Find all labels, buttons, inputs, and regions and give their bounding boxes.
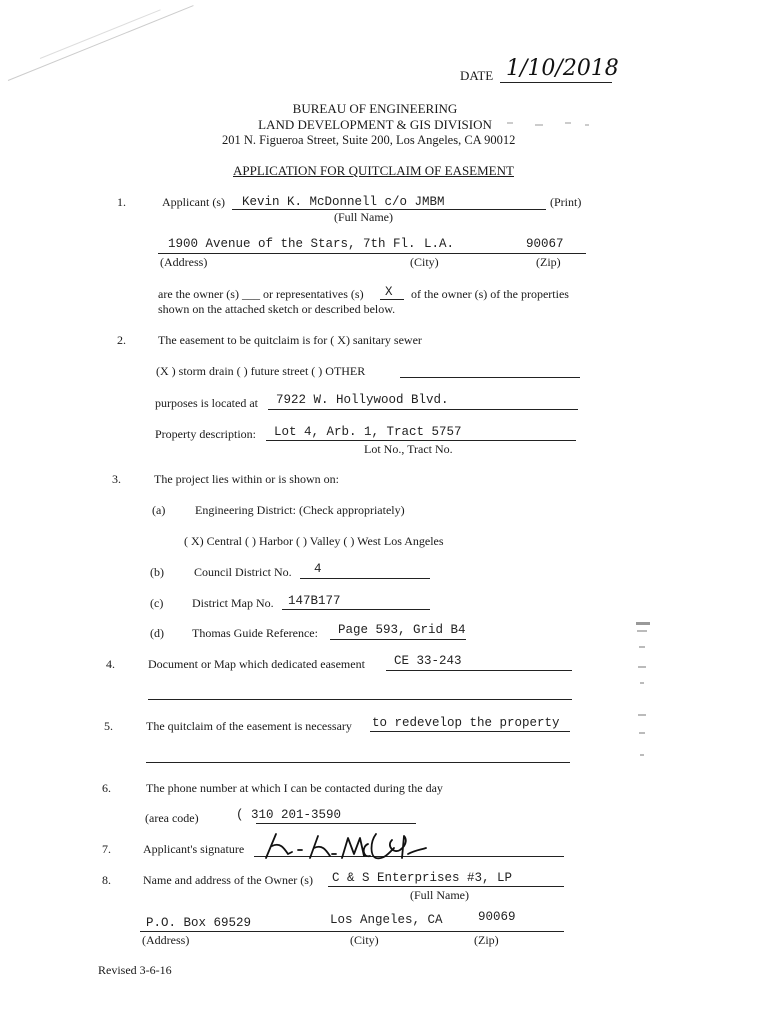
applicant-name-value: Kevin K. McDonnell c/o JMBM	[242, 195, 445, 209]
section-2-number: 2.	[117, 333, 126, 347]
owner-city-caption: (City)	[350, 933, 379, 947]
dedicated-easement-value: CE 33-243	[394, 654, 462, 668]
section-4-number: 4.	[106, 657, 115, 671]
city-caption: (City)	[410, 255, 439, 269]
item-d-label: (d)	[150, 626, 164, 640]
item-a-label: (a)	[152, 503, 166, 517]
date-label: DATE	[460, 68, 494, 83]
council-district-value: 4	[314, 562, 322, 576]
owner-street: P.O. Box 69529	[146, 916, 252, 930]
owner-text-part1: are the owner (s) ___ or representatives (s)	[158, 287, 364, 301]
bureau-title: BUREAU OF ENGINEERING	[292, 101, 458, 116]
section-6-number: 6.	[102, 781, 111, 795]
scan-streak	[40, 9, 161, 59]
owner-name-value: C & S Enterprises #3, LP	[332, 871, 513, 885]
section-7-number: 7.	[102, 842, 111, 856]
full-name-caption: (Full Name)	[334, 210, 393, 224]
district-map-value: 147B177	[288, 594, 341, 608]
owner-address-caption: (Address)	[142, 933, 190, 947]
other-line	[400, 377, 580, 378]
quitclaim-necessary-value: to redevelop the property	[372, 716, 560, 730]
district-options: ( X) Central ( ) Harbor ( ) Valley ( ) West Los Angeles	[184, 534, 444, 548]
bureau-address: 201 N. Figueroa Street, Suite 200, Los Angeles, CA 90012	[222, 133, 516, 147]
representative-mark: X	[385, 285, 393, 299]
purposes-line	[268, 409, 578, 410]
easement-type-line1: The easement to be quitclaim is for ( X) sanitary sewer	[158, 333, 422, 347]
quitclaim-necessary-line2	[146, 762, 570, 763]
area-code-label: (area code)	[145, 811, 199, 825]
phone-value: ( 310 201-3590	[236, 808, 342, 822]
phone-label: The phone number at which I can be contacted during the day	[146, 781, 443, 795]
header-scan-marks	[505, 118, 595, 132]
print-caption: (Print)	[550, 195, 582, 209]
section-3-number: 3.	[112, 472, 121, 486]
thomas-guide-line	[330, 639, 466, 640]
item-c-label: (c)	[150, 596, 164, 610]
applicant-zip: 90067	[526, 237, 564, 251]
section-1-number: 1.	[117, 195, 126, 209]
property-description-caption: Lot No., Tract No.	[364, 442, 453, 456]
owner-name-label: Name and address of the Owner (s)	[143, 873, 313, 887]
applicant-signature-image	[258, 828, 458, 864]
property-description-label: Property description:	[155, 427, 256, 441]
signature-label: Applicant's signature	[143, 842, 245, 856]
section-5-number: 5.	[104, 719, 113, 733]
owner-zip: 90069	[478, 910, 516, 924]
applicant-city: L.A.	[424, 237, 455, 251]
phone-line	[256, 823, 416, 824]
revised-note: Revised 3-6-16	[98, 963, 172, 977]
applicant-street: 1900 Avenue of the Stars, 7th Fl.	[168, 237, 416, 251]
section-8-number: 8.	[102, 873, 111, 887]
item-b-label: (b)	[150, 565, 164, 579]
address-caption: (Address)	[160, 255, 208, 269]
property-description-line	[266, 440, 576, 441]
owner-name-line	[328, 886, 564, 887]
applicant-label: Applicant (s)	[162, 195, 225, 209]
quitclaim-necessary-line	[370, 731, 570, 732]
date-underline	[500, 82, 612, 83]
owner-text-part2: of the owner (s) of the properties	[411, 287, 569, 301]
engineering-district-text: Engineering District: (Check appropriately)	[195, 503, 405, 517]
date-value: 1/10/2018	[506, 56, 619, 81]
council-district-text: Council District No.	[194, 565, 292, 579]
purposes-value: 7922 W. Hollywood Blvd.	[276, 393, 449, 407]
project-intro: The project lies within or is shown on:	[154, 472, 339, 486]
easement-type-line2: (X ) storm drain ( ) future street ( ) OTHER	[156, 364, 366, 378]
scan-streak	[8, 5, 194, 81]
form-title: APPLICATION FOR QUITCLAIM OF EASEMENT	[233, 163, 514, 178]
quitclaim-necessary-label: The quitclaim of the easement is necessary	[146, 719, 352, 733]
district-map-text: District Map No.	[192, 596, 274, 610]
dedicated-easement-label: Document or Map which dedicated easement	[148, 657, 365, 671]
dedicated-easement-line2	[148, 699, 572, 700]
owner-zip-caption: (Zip)	[474, 933, 499, 947]
owner-address-line	[140, 931, 564, 932]
owner-full-name-caption: (Full Name)	[410, 888, 469, 902]
owner-text-line2: shown on the attached sketch or described below.	[158, 302, 396, 316]
thomas-guide-value: Page 593, Grid B4	[338, 623, 466, 637]
district-map-line	[282, 609, 430, 610]
purposes-label: purposes is located at	[155, 396, 258, 410]
representative-mark-line	[380, 299, 404, 300]
zip-caption: (Zip)	[536, 255, 561, 269]
margin-scan-marks	[634, 622, 654, 772]
address-line	[158, 253, 586, 254]
thomas-guide-text: Thomas Guide Reference:	[192, 626, 318, 640]
council-district-line	[300, 578, 430, 579]
dedicated-easement-line	[386, 670, 572, 671]
property-description-value: Lot 4, Arb. 1, Tract 5757	[274, 425, 462, 439]
division-title: LAND DEVELOPMENT & GIS DIVISION	[258, 117, 492, 132]
owner-city: Los Angeles, CA	[330, 913, 443, 927]
